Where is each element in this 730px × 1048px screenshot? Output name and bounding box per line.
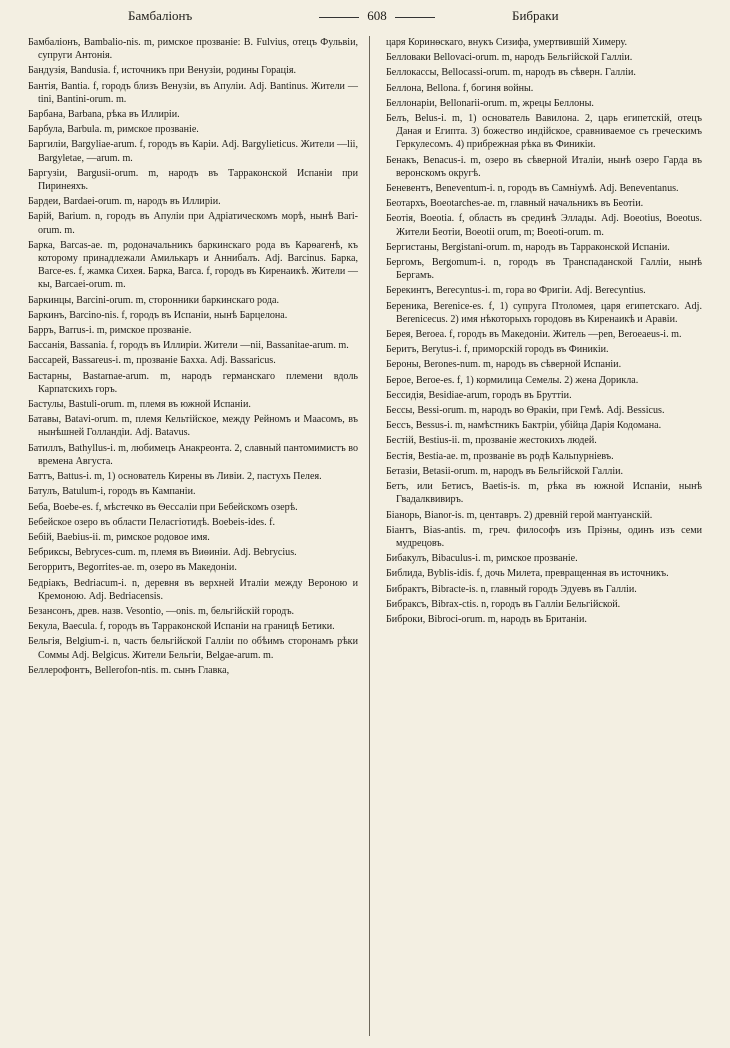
dictionary-entry: Бебриксы, Bebryces-cum. m, племя въ Виѳиніи. Adj. Bebrycius. (28, 547, 297, 559)
dictionary-entry: Бибакулъ, Bibaculus-i. m, римское прозваніе. (386, 553, 578, 565)
dictionary-entry: Барбула, Barbula. m, римское прозваніе. (28, 124, 199, 136)
dictionary-entry: Бибрактъ, Bibracte-is. n, главный городъ Эдуевъ въ Галліи. (386, 583, 637, 595)
header-left-keyword: Бамбаліонъ (128, 8, 193, 23)
dictionary-entry: Батавы, Batavi-orum. m, племя Кельтійское, между Рейномъ и Маасомъ, въ нынѣшней Голландіи. Adj. Batavus. (28, 414, 358, 439)
dictionary-entry: Бессы, Bessi-orum. m, народъ во Ѳракіи, при Гемѣ. Adj. Bessicus. (386, 405, 665, 417)
dictionary-entry: Берея, Beroea. f, городъ въ Македоніи. Житель —pen, Beroeaeus-i. m. (386, 329, 682, 341)
dictionary-entry: Барка, Barcas-ae. m, родоначальникъ баркинскаго рода въ Карѳагенѣ, къ которому принадлежали Амилькаръ и Аннибалъ. Adj. Barcinus. Барка, Barce-es. f, жамка Сихея. Барка, Barca. f, городъ въ Киренаикѣ. Жители —кы, Barcaei-orum. m. (28, 239, 358, 291)
dictionary-entry: Батиллъ, Bathyllus-i. m, любимецъ Анакреонта. 2, славный пантомимистъ во времена Августа. (28, 442, 358, 467)
dictionary-entry: Бамбаліонъ, Bambalio-nis. m, римское прозваніе: B. Fulvius, отецъ Фульвіи, супруги Антонія. (28, 37, 358, 62)
dictionary-entry: Берое, Beroe-es. f, 1) кормилица Семелы. 2) жена Дорикла. (386, 374, 639, 386)
header-rule-right (395, 17, 435, 18)
dictionary-entry: Беотархъ, Boeotarches-ae. m, главный начальникъ въ Беотіи. (386, 198, 644, 210)
dictionary-entry: Беллокассы, Bellocassi-orum. m, народъ въ сѣверн. Галліи. (386, 67, 636, 79)
dictionary-entry: Бетъ, или Бетисъ, Baetis-is. m, рѣка въ южной Испаніи, нынѣ Гвадалквивиръ. (386, 481, 702, 506)
dictionary-entry: Бантія, Bantia. f, городъ близъ Венузіи, въ Апуліи. Adj. Bantinus. Жители —tini, Bantini-orum. m. (28, 80, 358, 105)
dictionary-entry: Бекула, Baecula. f, городъ въ Тарраконской Испаніи на границѣ Бетики. (28, 621, 335, 633)
dictionary-entry: Бебій, Baebius-ii. m, римское родовое имя. (28, 531, 210, 543)
dictionary-entry: Бергомъ, Bergomum-i. n, городъ въ Транспаданской Галліи, нынѣ Бергамъ. (386, 257, 702, 282)
dictionary-entry: Бастулы, Bastuli-orum. m, племя въ южной Испаніи. (28, 399, 251, 411)
left-column (28, 36, 358, 679)
dictionary-entry: Бестій, Bestius-ii. m, прозваніе жестокихъ людей. (386, 435, 597, 447)
page-header (0, 6, 730, 28)
dictionary-entry: Баркинцы, Barcini-orum. m, сторонники баркинскаго рода. (28, 294, 279, 306)
dictionary-entry: Бельгія, Belgium-i. n, часть бельгійской Галліи по обѣимъ сторонамъ рѣки Соммы Adj. Belgicus. Жители Бельгіи, Belgae-arum. m. (28, 636, 358, 661)
dictionary-entry: Белъ, Belus-i. m, 1) основатель Вавилона. 2, царь египетскій, отецъ Даная и Египта. 3) божество индійское, сравниваемое съ греческимъ Геркулесомъ. 4) прибрежная рѣка въ Финикіи. (386, 113, 702, 151)
dictionary-entry: Безансонъ, древ. назв. Vesontio, —onis. m, бельгійскій городъ. (28, 605, 295, 617)
dictionary-entry: Бастарны, Bastarnae-arum. m, народъ германскаго племени вдоль Карпатскихъ горъ. (28, 370, 358, 395)
dictionary-entry: Бардеи, Bardaei-orum. m, народъ въ Иллиріи. (28, 196, 221, 208)
header-right-keyword: Бибраки (512, 8, 559, 23)
dictionary-entry: Бебейское озеро въ области Пеласгіотидѣ. Boebeis-ides. f. (28, 516, 276, 528)
dictionary-entry: Бетазіи, Betasii-orum. m, народъ въ Бельгійской Галліи. (386, 465, 624, 477)
dictionary-entry: Бенакъ, Benacus-i. m, озеро въ сѣверной Италіи, нынѣ озеро Гарда въ веронскомъ округѣ. (386, 154, 702, 179)
dictionary-entry: Бассарей, Bassareus-i. m, прозваніе Бахха. Adj. Bassaricus. (28, 355, 276, 367)
column-divider (369, 36, 370, 1036)
dictionary-entry: Беритъ, Berytus-i. f, приморскій городъ въ Финикіи. (386, 344, 609, 356)
dictionary-entry: Беллерофонтъ, Bellerofon-ntis. m. сынъ Главка, (28, 664, 230, 676)
dictionary-entry: Бибраксъ, Bibrax-ctis. n, городъ въ Галліи Бельгійской. (386, 598, 621, 610)
dictionary-entry: Баттъ, Battus-i. m, 1) основатель Кирены въ Ливіи. 2, пастухъ Пелея. (28, 471, 322, 483)
dictionary-entry: Бегорритъ, Begorrites-ae. m, озеро въ Македоніи. (28, 562, 237, 574)
dictionary-entry: Библида, Byblis-idis. f, дочь Милета, превращенная въ источникъ. (386, 568, 669, 580)
right-column (386, 36, 702, 628)
dictionary-entry: Бессъ, Bessus-i. m, намѣстникъ Бактріи, убійца Дарія Кодомана. (386, 420, 662, 432)
page-number: 608 (367, 8, 387, 23)
dictionary-entry: Берекинтъ, Berecyntus-i. m, гора во Фригіи. Adj. Berecyntius. (386, 285, 646, 297)
dictionary-entry: царя Коринѳскаго, внукъ Сизифа, умертвившій Химеру. (386, 37, 627, 48)
dictionary-entry: Биброки, Bibroci-orum. m, народъ въ Британіи. (386, 613, 587, 625)
dictionary-entry: Барбана, Barbana, рѣка въ Иллиріи. (28, 109, 180, 121)
dictionary-entry: Береника, Berenice-es. f, 1) супруга Птоломея, царя египетскаго. Adj. Berenicecus. 2) имя нѣкоторыхъ городовъ въ Киренаикѣ и Аравіи. (386, 300, 702, 325)
page-number-block (314, 8, 440, 24)
dictionary-entry: Біантъ, Bias-antis. m, греч. философъ изъ Пріэны, одинъ изъ семи мудрецовъ. (386, 524, 702, 549)
dictionary-entry: Беба, Boebe-es. f, мѣстечко въ Ѳессаліи при Бебейскомъ озерѣ. (28, 501, 298, 513)
dictionary-entry: Бергистаны, Bergistani-orum. m, народъ въ Тарраконской Испаніи. (386, 241, 670, 253)
dictionary-entry: Біанорь, Bianor-is. m, центавръ. 2) древній герой мантуанскій. (386, 509, 653, 521)
dictionary-entry: Барій, Barium. n, городъ въ Апуліи при Адріатическомъ морѣ, нынѣ Bari-orum. m. (28, 211, 358, 236)
dictionary-entry: Беллонаріи, Bellonarii-orum. m, жрецы Беллоны. (386, 97, 594, 109)
dictionary-entry: Белловаки Bellovaci-orum. m, народъ Бельгійской Галліи. (386, 52, 633, 64)
dictionary-entry: Баркинъ, Barcino-nis. f, городъ въ Испаніи, нынѣ Барцелона. (28, 309, 288, 321)
dictionary-entry: Беотія, Boeotia. f, область въ срединѣ Эллады. Adj. Boeotius, Boeotus. Жители Беотіи, Boeotii orum, m; Boeoti-orum. m. (386, 213, 702, 238)
dictionary-entry: Беневентъ, Beneventum-i. n, городъ въ Самніумѣ. Adj. Beneventanus. (386, 183, 679, 195)
dictionary-entry: Бедріакъ, Bedriacum-i. n, деревня въ верхней Италіи между Вероною и Кремоною. Adj. Bedriacensis. (28, 577, 358, 602)
dictionary-entry: Бассанія, Bassania. f, городъ въ Иллиріи. Жители —nii, Bassanitae-arum. m. (28, 340, 349, 352)
dictionary-entry: Баргузіи, Bargusii-orum. m, народъ въ Тарраконской Испаніи при Пиринеяхъ. (28, 167, 358, 193)
dictionary-entry: Батулъ, Batulum-i, городъ въ Кампаніи. (28, 486, 196, 498)
dictionary-entry: Баргиліи, Bargyliae-arum. f, городъ въ Каріи. Adj. Bargylieticus. Жители —lii, Bargyletae, —arum. m. (28, 139, 358, 164)
header-rule-left (319, 17, 359, 18)
dictionary-entry: Бессидія, Besidiae-arum, городъ въ Бруттіи. (386, 389, 572, 401)
dictionary-entry: Бестія, Bestia-ae. m, прозваніе въ родѣ Кальпурніевъ. (386, 450, 614, 462)
dictionary-entry: Бероны, Berones-num. m, народъ въ сѣверной Испаніи. (386, 359, 622, 371)
dictionary-entry: Бандузія, Bandusia. f, источникъ при Венузіи, родины Горація. (28, 65, 297, 77)
dictionary-entry: Барръ, Barrus-i. m, римское прозваніе. (28, 325, 192, 337)
dictionary-entry: Беллона, Bellona. f, богиня войны. (386, 82, 534, 94)
